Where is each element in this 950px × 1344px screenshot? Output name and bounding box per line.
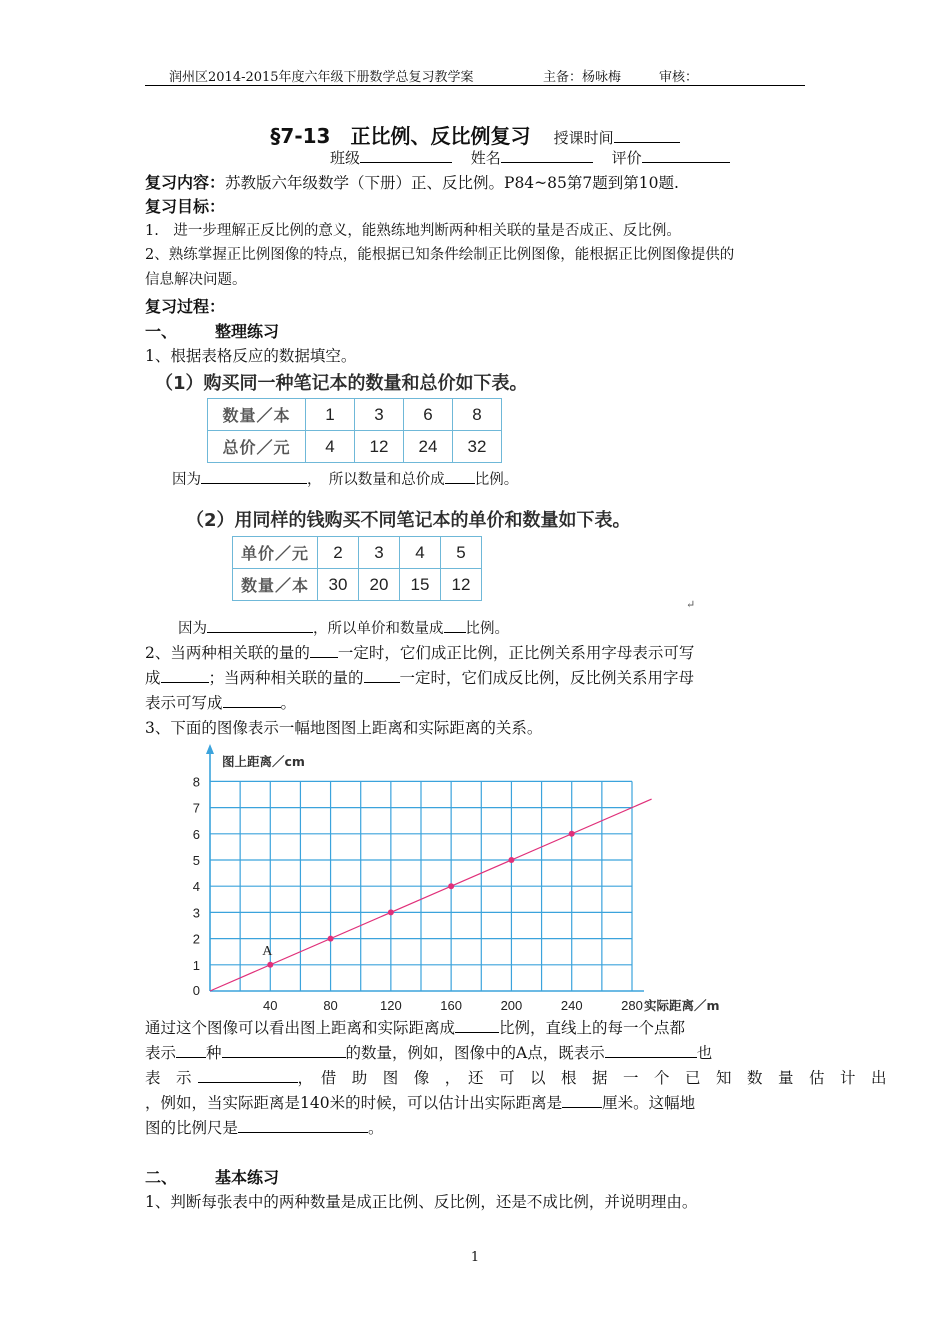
table-1-caption: （1）购买同一种笔记本的数量和总价如下表。 <box>155 373 528 394</box>
return-mark: ↵ <box>686 598 696 611</box>
x-tick-label: 40 <box>263 998 278 1013</box>
data-point <box>448 883 454 889</box>
table-1 <box>207 398 502 463</box>
x-tick-label: 80 <box>323 998 338 1013</box>
p1-text-2: 比例，直线上的每一个点都 <box>499 1019 686 1037</box>
section-1-heading <box>145 319 279 342</box>
class-blank[interactable] <box>360 148 452 163</box>
q2-blank-2[interactable] <box>161 668 209 683</box>
q2-blank-4[interactable] <box>223 693 281 708</box>
table-cell-header: 数量／本 <box>233 569 318 601</box>
section-2-question-1: 1、判断每张表中的两种数量是成正比例、反比例，还是不成比例，并说明理由。 <box>145 1193 698 1211</box>
y-axis-label: 图上距离／cm <box>222 754 305 769</box>
table-cell: 2 <box>318 537 359 569</box>
table-row <box>208 431 502 463</box>
y-tick-label: 7 <box>192 800 200 816</box>
class-label: 班级 <box>330 149 361 167</box>
y-tick-label: 8 <box>192 774 200 790</box>
p5-blank-1[interactable] <box>238 1118 368 1133</box>
p4-text-2: 厘米。这幅地 <box>602 1094 696 1112</box>
q2-blank-3[interactable] <box>364 668 400 683</box>
ratio-blank-2[interactable] <box>444 618 466 633</box>
p1-blank-1[interactable] <box>455 1018 499 1033</box>
section-1-title: 整理练习 <box>215 322 280 341</box>
p3-text-1: 表 示 <box>145 1069 192 1087</box>
data-point <box>328 936 334 942</box>
q2-text-4: ；当两种相关联的量的 <box>208 669 364 687</box>
goal-1: 1. 进一步理解正反比例的意义，能熟练地判断两种相关联的量是否成正、反比例。 <box>145 223 681 239</box>
table-1-answer <box>172 468 518 489</box>
table-row <box>208 399 502 431</box>
y-tick-label: 5 <box>192 853 200 868</box>
y-axis-arrow <box>206 744 214 754</box>
because-label: 因为 <box>178 621 207 637</box>
p5-text-2: 。 <box>368 1119 384 1137</box>
x-axis-label: 实际距离／m <box>644 998 720 1013</box>
p1-text-1: 通过这个图像可以看出图上距离和实际距离成 <box>145 1019 456 1037</box>
question-2-line-1 <box>145 641 694 663</box>
reason-blank-1[interactable] <box>201 469 307 484</box>
goal-2b: 信息解决问题。 <box>145 272 247 288</box>
p2-text-1: 表示 <box>145 1044 177 1062</box>
q2-blank-1[interactable] <box>310 643 338 658</box>
q2-text-7: 。 <box>280 694 297 712</box>
table-cell-header: 数量／本 <box>208 399 306 431</box>
table-1-middle: ， 所以数量和总价成 <box>307 472 445 488</box>
header-title: 润州区2014-2015年度六年级下册数学总复习教学案 <box>169 70 474 85</box>
table-cell: 32 <box>453 431 502 463</box>
data-point <box>569 831 575 837</box>
y-tick-label: 3 <box>192 905 200 921</box>
chart-paragraph-line-2 <box>145 1041 712 1063</box>
table-cell: 4 <box>306 431 355 463</box>
section-2-heading <box>145 1165 279 1188</box>
header-reviewer: 审核： <box>659 70 699 85</box>
section-1-number: 一、 <box>145 322 178 341</box>
p5-text-1: 图的比例尺是 <box>145 1119 239 1137</box>
origin-label: 0 <box>192 983 200 998</box>
data-point <box>267 962 273 968</box>
table-cell: 15 <box>400 569 441 601</box>
table-cell: 6 <box>404 399 453 431</box>
name-blank[interactable] <box>501 148 593 163</box>
table-cell: 20 <box>359 569 400 601</box>
data-point <box>388 909 394 915</box>
table-cell: 3 <box>359 537 400 569</box>
p4-blank-1[interactable] <box>562 1093 602 1108</box>
ratio-blank-1[interactable] <box>445 469 475 484</box>
table-2 <box>232 536 482 601</box>
x-tick-label: 200 <box>500 998 523 1013</box>
series-line <box>210 799 652 991</box>
x-tick-label: 160 <box>440 998 462 1013</box>
y-tick-label: 1 <box>192 957 200 973</box>
table-cell: 8 <box>453 399 502 431</box>
table-1-end: 比例。 <box>474 472 519 488</box>
q2-text-2: 一定时，它们成正比例，正比例关系用字母表示可写 <box>337 644 695 662</box>
proportion-chart <box>180 742 720 1017</box>
page-title <box>0 120 950 149</box>
table-cell-header: 单价／元 <box>233 537 318 569</box>
content-text: 苏教版六年级数学（下册）正、反比例。P84~85第7题到第10题. <box>225 174 679 192</box>
q2-text-6: 表示可写成 <box>145 694 223 712</box>
q2-text-3: 成 <box>145 669 161 687</box>
table-2-end: 比例。 <box>465 621 509 637</box>
chart-paragraph-line-1 <box>145 1016 685 1038</box>
table-cell: 30 <box>318 569 359 601</box>
p2-text-4: 也 <box>696 1044 713 1062</box>
page-header <box>145 66 805 86</box>
eval-label: 评价 <box>611 149 642 167</box>
page-number: 1 <box>470 1250 480 1265</box>
chart-paragraph-line-5 <box>145 1116 384 1138</box>
goal-2a: 2、熟练掌握正比例图像的特点，能根据已知条件绘制正比例图像，能根据正比例图像提供的 <box>145 247 735 263</box>
because-label: 因为 <box>172 472 201 488</box>
question-2-line-2 <box>145 666 694 688</box>
header-editor: 主备：杨咏梅 <box>543 70 622 85</box>
goals-label: 复习目标： <box>145 197 226 216</box>
y-tick-label: 2 <box>192 931 200 947</box>
q2-text-1: 2、当两种相关联的量的 <box>145 644 310 662</box>
p2-blank-3[interactable] <box>605 1043 697 1058</box>
title-main: §7-13 正比例、反比例复习 <box>270 124 531 148</box>
y-tick-label: 4 <box>192 879 200 895</box>
q2-text-5: 一定时，它们成反比例，反比例关系用字母 <box>399 669 695 687</box>
title-time-label: 授课时间 <box>553 129 614 147</box>
table-cell: 3 <box>355 399 404 431</box>
time-blank[interactable] <box>614 128 680 143</box>
x-tick-label: 120 <box>380 998 402 1013</box>
table-row <box>233 537 482 569</box>
section-2-title: 基本练习 <box>215 1168 280 1187</box>
point-a-label: A <box>262 943 273 959</box>
x-tick-label: 240 <box>560 998 583 1013</box>
table-cell: 1 <box>306 399 355 431</box>
p3-text-2: ， 借 助 图 像 ， 还 可 以 根 据 一 个 已 知 数 量 估 计 出 <box>297 1069 887 1087</box>
table-cell: 24 <box>404 431 453 463</box>
question-2-line-3 <box>145 691 296 713</box>
content-label: 复习内容： <box>145 173 226 192</box>
table-cell: 12 <box>355 431 404 463</box>
p2-blank-2[interactable] <box>222 1043 346 1058</box>
question-1: 1、根据表格反应的数据填空。 <box>145 347 357 365</box>
chart-paragraph-line-4 <box>145 1091 695 1113</box>
p2-text-2: 种 <box>206 1044 222 1062</box>
process-label: 复习过程： <box>145 297 226 316</box>
y-tick-label: 6 <box>192 826 200 842</box>
table-row <box>233 569 482 601</box>
name-label: 姓名 <box>470 149 501 167</box>
table-2-answer <box>178 617 509 638</box>
table-2-middle: ，所以单价和数量成 <box>313 621 444 637</box>
content-line <box>145 170 679 193</box>
x-tick-label: 280 <box>621 998 643 1013</box>
data-point <box>508 857 514 863</box>
table-cell: 5 <box>441 537 482 569</box>
student-info <box>330 147 730 168</box>
table-cell-header: 总价／元 <box>208 431 306 463</box>
p2-blank-1[interactable] <box>176 1043 206 1058</box>
p2-text-3: 的数量，例如，图像中的A点，既表示 <box>345 1044 605 1062</box>
p3-blank-1[interactable] <box>198 1068 298 1083</box>
p4-text-1: ，例如，当实际距离是140米的时候，可以估计出实际距离是 <box>145 1094 563 1112</box>
table-cell: 12 <box>441 569 482 601</box>
chart-paragraph-line-3 <box>145 1066 887 1088</box>
table-cell: 4 <box>400 537 441 569</box>
reason-blank-2[interactable] <box>207 618 313 633</box>
question-3: 3、下面的图像表示一幅地图图上距离和实际距离的关系。 <box>145 719 543 737</box>
eval-blank[interactable] <box>642 148 730 163</box>
section-2-number: 二、 <box>145 1168 178 1187</box>
table-2-caption: （2）用同样的钱购买不同笔记本的单价和数量如下表。 <box>186 510 631 531</box>
